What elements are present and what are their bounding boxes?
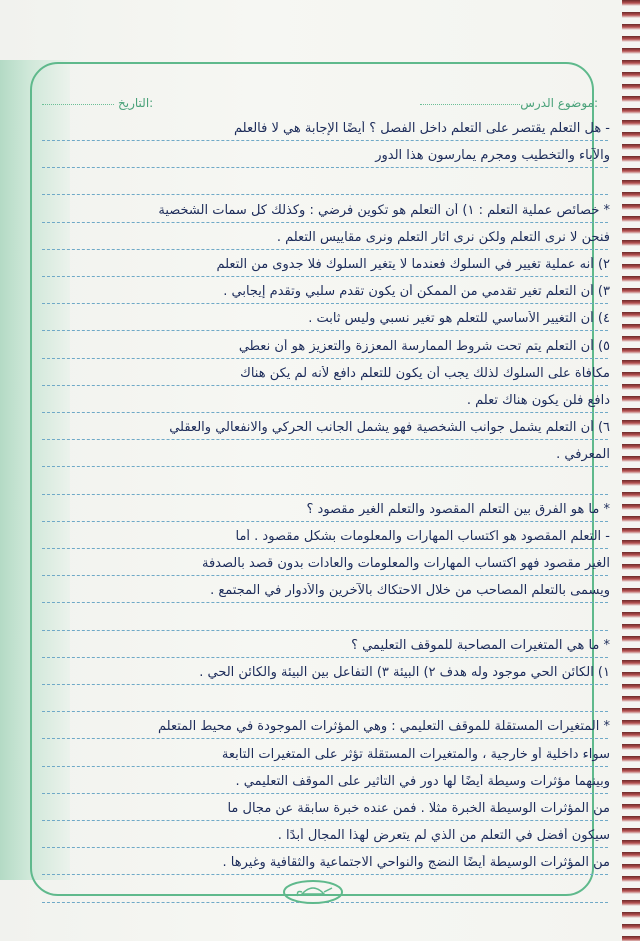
handwritten-line: والآباء والتخطيب ومجرم يمارسون هذا الدور [375,148,610,164]
ruled-line [42,820,608,821]
ruled-line [42,222,608,223]
teapot-ornament-icon [282,878,344,904]
handwritten-line: * ما هو الفرق بين التعلم المقصود والتعلم الغير مقصود ؟ [306,501,610,517]
handwritten-line: المعرفي . [556,447,610,463]
handwritten-line: ٦) أن التعلم يشمل جوانب الشخصية فهو يشمل الجانب الحركي والانفعالي والعقلي [169,420,610,436]
handwritten-line: ويسمى بالتعلم المصاحب من خلال الاحتكاك بالآخرين والأدوار في المجتمع . [210,583,610,599]
handwritten-line: * خصائص عملية التعلم : ١) أن التعلم هو تكوين فرضي : وكذلك كل سمات الشخصية [158,202,610,218]
ruled-line [42,575,608,576]
ruled-line [42,194,608,195]
ruled-line [42,847,608,848]
handwritten-line: الغير مقصود فهو اكتساب المهارات والمعلومات والعادات بدون قصد بالصدفة [201,556,610,572]
spiral-binding [622,0,640,941]
ruled-line [42,249,608,250]
ruled-line [42,358,608,359]
handwritten-line: ١) الكائن الحي موجود وله هدف ٢) البيئة ٣) التفاعل بين البيئة والكائن الحي . [199,665,610,680]
handwritten-line: من المؤثرات الوسيطة الخبرة مثلًا . فمن عنده خبرة سابقة عن مجال ما [227,801,610,816]
subject-dotted-line [420,104,520,105]
handwritten-line: من المؤثرات الوسيطة أيضًا النضج والنواحي الاجتماعية والثقافية وغيرها . [222,855,610,871]
handwritten-line: فنحن لا نرى التعلم ولكن نرى آثار التعلم ونرى مقاييس التعلم . [276,229,610,245]
lesson-subject-label: موضوع الدرس: [520,96,598,110]
ruled-line [42,684,608,685]
handwritten-line: سيكون أفضل في التعلم من الذي لم يتعرض لهذا المجال أبدًا . [277,828,610,844]
ruled-line [42,385,608,386]
handwritten-line: وبينهما مؤثرات وسيطة أيضًا لها دور في التأثير على الموقف التعليمي . [235,773,610,789]
ruled-line [42,874,608,875]
handwritten-line: - هل التعلم يقتصر على التعلم داخل الفصل ؟ أيضًا الإجابة هي لا فالعلم [233,121,610,136]
ruled-line [42,711,608,712]
ruled-line [42,140,608,141]
date-dotted-line [42,104,114,105]
handwritten-line: ٥) أن التعلم يتم تحت شروط الممارسة المعززة والتعزيز هو أن نعطي [238,338,610,354]
ruled-line [42,303,608,304]
handwritten-line: ٤) أن التغيير الأساسي للتعلم هو تغير نسبي وليس ثابت . [308,311,610,327]
handwritten-line: ٢) أنه عملية تغيير في السلوك فعندما لا يتغير السلوك فلا جدوى من التعلم [216,257,610,272]
ruled-line [42,602,608,603]
handwritten-line: مكافأة على السلوك لذلك يجب أن يكون للتعلم دافع لأنه لم يكن هناك [240,365,610,381]
ruled-line [42,793,608,794]
handwritten-line: ٣) أن التعلم تغير تقدمي من الممكن أن يكون تقدم سلبي وتقدم إيجابي . [223,284,610,300]
ruled-line [42,630,608,631]
ruled-line [42,330,608,331]
ruled-line [42,738,608,739]
handwritten-line: سواء داخلية أو خارجية ، والمتغيرات المستقلة تؤثر على المتغيرات التابعة [221,746,610,762]
ruled-line [42,276,608,277]
ruled-line [42,521,608,522]
date-label: التاريخ: [118,96,154,110]
page-frame-border [30,62,594,896]
handwritten-line: * ما هي المتغيرات المصاحبة للموقف التعليمي ؟ [351,637,610,653]
ruled-line [42,657,608,658]
ruled-line [42,494,608,495]
ruled-line [42,548,608,549]
ruled-line [42,766,608,767]
handwritten-line: - التعلم المقصود هو اكتساب المهارات والمعلومات بشكل مقصود . أما [235,529,610,544]
ruled-line [42,466,608,467]
handwritten-line: * المتغيرات المستقلة للموقف التعليمي : وهي المؤثرات الموجودة في محيط المتعلم [157,719,610,735]
ruled-line [42,167,608,168]
ruled-line [42,439,608,440]
ruled-line [42,412,608,413]
handwritten-line: دافع فلن يكون هناك تعلم . [466,393,610,408]
